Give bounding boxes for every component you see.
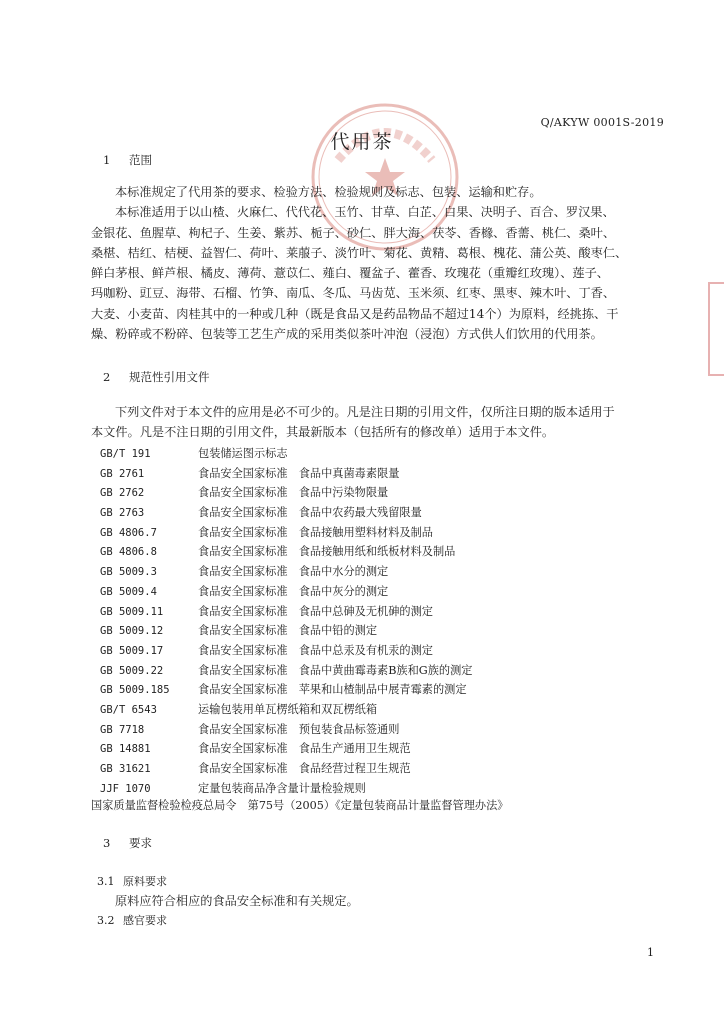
reference-row [100, 582, 660, 602]
reference-row [100, 444, 660, 464]
document-title: 代用茶 [330, 131, 394, 153]
reference-row [100, 602, 660, 622]
reference-code: GB 5009.4 [100, 585, 157, 598]
reference-code: GB 5009.3 [100, 566, 157, 579]
reference-title: 食品安全国家标准 食品中农药最大残留限量 [198, 506, 422, 520]
references-intro-line: 本文件。凡是不注日期的引用文件，其最新版本（包括所有的修改单）适用于本文件。 [91, 425, 555, 440]
reference-title: 运输包装用单瓦楞纸箱和双瓦楞纸箱 [198, 702, 378, 716]
reference-title: 食品安全国家标准 食品中水分的测定 [198, 565, 389, 579]
reference-code: GB 2762 [100, 487, 145, 500]
subsection-number: 3.2 [97, 914, 115, 927]
reference-code: GB/T 6543 [100, 703, 157, 716]
reference-title: 食品安全国家标准 预包装食品标签通则 [198, 722, 400, 736]
section-3-heading [103, 835, 152, 851]
decree-reference: 国家质量监督检验检疫总局令 第75号（2005）《定量包装商品计量监督管理办法》 [91, 799, 509, 812]
reference-title: 食品安全国家标准 食品接触用纸和纸板材料及制品 [198, 545, 456, 559]
reference-row [100, 503, 660, 523]
reference-code: GB 14881 [100, 743, 151, 756]
subsection-title: 感官要求 [123, 914, 167, 927]
reference-title: 定量包装商品净含量计量检验规则 [198, 781, 366, 795]
scope-paragraph-2-line: 玛咖粉、豇豆、海带、石榴、竹笋、南瓜、冬瓜、马齿苋、玉米须、红枣、黑枣、辣木叶、丁香、 [91, 286, 616, 301]
reference-code: GB 31621 [100, 763, 151, 775]
reference-code: GB 5009.11 [100, 605, 164, 618]
reference-row [100, 562, 660, 582]
section-2-heading [103, 369, 210, 385]
section-number: 1 [103, 153, 111, 167]
reference-row [100, 621, 660, 641]
raw-material-requirement: 原料应符合相应的食品安全标准和有关规定。 [115, 894, 359, 908]
reference-row [100, 700, 660, 720]
reference-code: GB 2763 [100, 507, 145, 520]
reference-row [100, 759, 660, 779]
document-code: Q/AKYW 0001S-2019 [540, 116, 664, 129]
section-title: 范围 [129, 153, 152, 167]
reference-title: 食品安全国家标准 食品中总汞及有机汞的测定 [198, 643, 433, 657]
reference-code: GB 4806.7 [100, 526, 157, 539]
reference-row [100, 523, 660, 543]
reference-code: GB 5009.17 [100, 644, 164, 657]
subsection-title: 原料要求 [123, 875, 167, 888]
binding-tab-mark [708, 282, 724, 376]
section-number: 2 [103, 370, 111, 384]
section-1-body [91, 182, 664, 344]
section-title: 要求 [129, 836, 152, 850]
reference-row [100, 464, 660, 484]
section-1-heading [103, 152, 152, 168]
reference-code: GB 5009.12 [100, 625, 164, 638]
reference-code: GB 5009.185 [100, 684, 170, 697]
reference-row [100, 483, 660, 503]
reference-row [100, 641, 660, 661]
scope-paragraph-2-line: 燥、粉碎或不粉碎、包装等工艺生产成的采用类似茶叶冲泡（浸泡）方式供人们饮用的代用茶。 [91, 327, 603, 342]
reference-title: 食品安全国家标准 食品接触用塑料材料及制品 [198, 525, 433, 539]
reference-code: GB 2761 [100, 467, 145, 480]
reference-title: 食品安全国家标准 苹果和山楂制品中展青霉素的测定 [198, 683, 467, 697]
reference-row [100, 779, 660, 799]
reference-title: 食品安全国家标准 食品中污染物限量 [198, 486, 389, 500]
section-title: 规范性引用文件 [129, 370, 210, 384]
reference-title: 食品安全国家标准 食品中总砷及无机砷的测定 [198, 604, 433, 618]
scope-paragraph-2-line: 桑椹、桔红、桔梗、益智仁、荷叶、莱菔子、淡竹叶、菊花、黄精、葛根、槐花、蒲公英、酸枣仁、 [91, 245, 628, 260]
reference-title: 食品安全国家标准 食品中真菌毒素限量 [198, 466, 400, 480]
scope-paragraph-2-line: 本标准适用于以山楂、火麻仁、代代花、玉竹、甘草、白芷、白果、决明子、百合、罗汉果、 [115, 205, 615, 220]
scope-paragraph-2-line: 金银花、鱼腥草、枸杞子、生姜、紫苏、栀子、砂仁、胖大海、茯苓、香橼、香薷、桃仁、桑叶、 [91, 225, 616, 240]
reference-row [100, 542, 660, 562]
references-intro-line: 下列文件对于本文件的应用是必不可少的。凡是注日期的引用文件，仅所注日期的版本适用于 [115, 405, 615, 419]
reference-row [100, 680, 660, 700]
reference-title: 食品安全国家标准 食品中黄曲霉毒素B族和G族的测定 [198, 663, 473, 677]
reference-code: GB 4806.8 [100, 546, 157, 559]
reference-row [100, 720, 660, 740]
reference-code: GB/T 191 [100, 448, 151, 460]
reference-row [100, 661, 660, 681]
reference-title: 食品安全国家标准 食品生产通用卫生规范 [198, 742, 411, 756]
subsection-3-1-body [91, 891, 664, 911]
section-2-intro [91, 402, 664, 443]
reference-code: JJF 1070 [100, 782, 151, 795]
subsection-3-1-heading [97, 873, 167, 889]
reference-title: 食品安全国家标准 食品中铅的测定 [198, 624, 378, 638]
subsection-3-2-heading [97, 912, 167, 928]
reference-row [100, 739, 660, 759]
reference-title: 食品安全国家标准 食品中灰分的测定 [198, 584, 389, 598]
reference-title: 包装储运图示标志 [198, 447, 288, 460]
reference-code: GB 7718 [100, 723, 145, 736]
scope-paragraph-1: 本标准规定了代用茶的要求、检验方法、检验规则及标志、包装、运输和贮存。 [115, 185, 542, 199]
subsection-number: 3.1 [97, 875, 115, 888]
scope-paragraph-2-line: 鲜白茅根、鲜芦根、橘皮、薄荷、薏苡仁、薤白、覆盆子、藿香、玫瑰花（重瓣红玫瑰）、莲子、 [91, 266, 609, 281]
scope-paragraph-2-line: 大麦、小麦苗、肉桂其中的一种或几种（既是食品又是药品物品不超过14个）为原料，经挑拣、干 [91, 306, 619, 321]
section-number: 3 [103, 836, 111, 850]
normative-references-list [100, 444, 660, 798]
reference-title: 食品安全国家标准 食品经营过程卫生规范 [198, 762, 411, 775]
page-number: 1 [647, 946, 654, 959]
reference-code: GB 5009.22 [100, 664, 164, 677]
